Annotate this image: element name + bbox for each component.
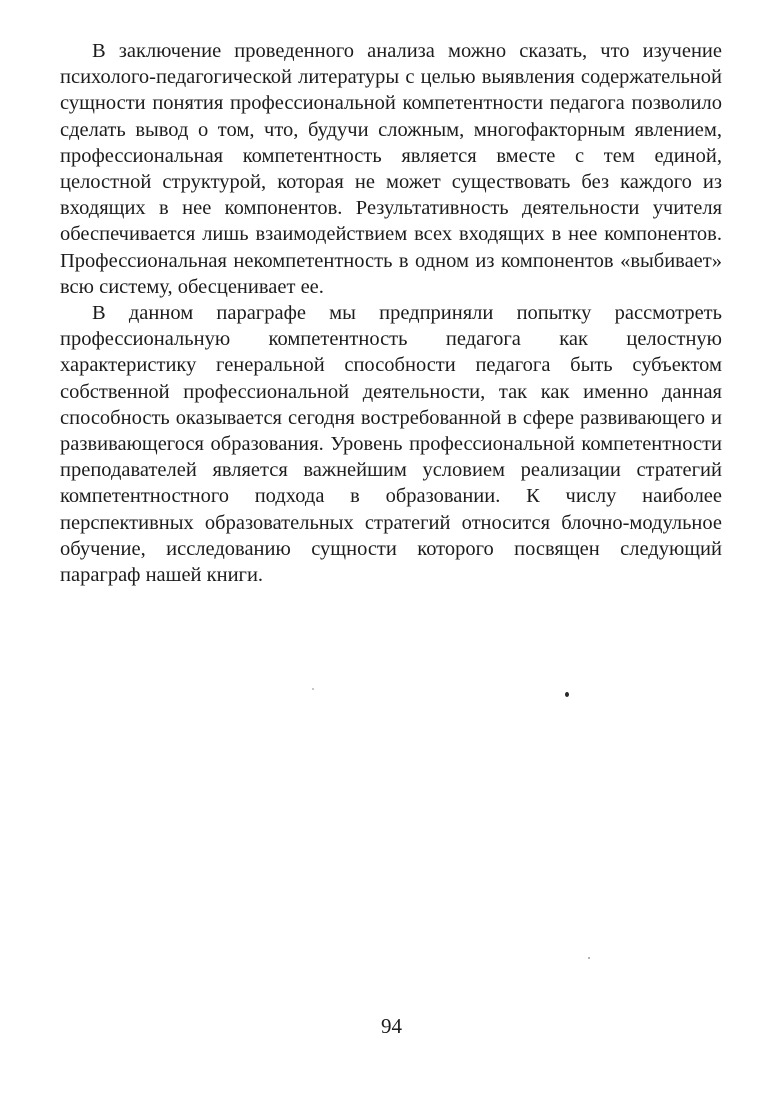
body-text bbox=[60, 38, 722, 588]
paragraph-conclusion: В заключение проведенного анализа можно сказать, что изучение психолого-педагогической литературы с целью выявления содержательной сущности понятия профессиональной компетентности педагога позволило сделать вывод о том, что, будучи сложным, многофакторным явлением, профессиональная компетентность является вместе с тем единой, целостной структурой, которая не может существовать без каждого из входящих в нее компонентов. Результативность деятельности учителя обеспечивается лишь взаимодействием всех входящих в нее компонентов. Профессиональная некомпетентность в одном из компонентов «выбивает» всю систему, обесценивает ее. bbox=[60, 40, 722, 298]
page-number: 94 bbox=[381, 1014, 402, 1038]
scan-speck bbox=[312, 688, 314, 690]
scan-speck bbox=[565, 692, 569, 697]
scan-speck bbox=[588, 957, 590, 959]
paragraph-summary: В данном параграфе мы предприняли попытку рассмотреть профессиональную компетентность педагога как целостную характеристику генеральной способности педагога быть субъектом собственной профессиональной деятельности, так как именно данная способность оказывается сегодня востребованной в сфере развивающего и развивающегося образования. Уровень профессиональной компетентности преподавателей является важнейшим условием реализации стратегий компетентностного подхода в образовании. К числу наиболее перспективных образовательных стратегий относится блочно-модульное обучение, исследованию сущности которого посвящен следующий параграф нашей книги. bbox=[60, 302, 722, 587]
